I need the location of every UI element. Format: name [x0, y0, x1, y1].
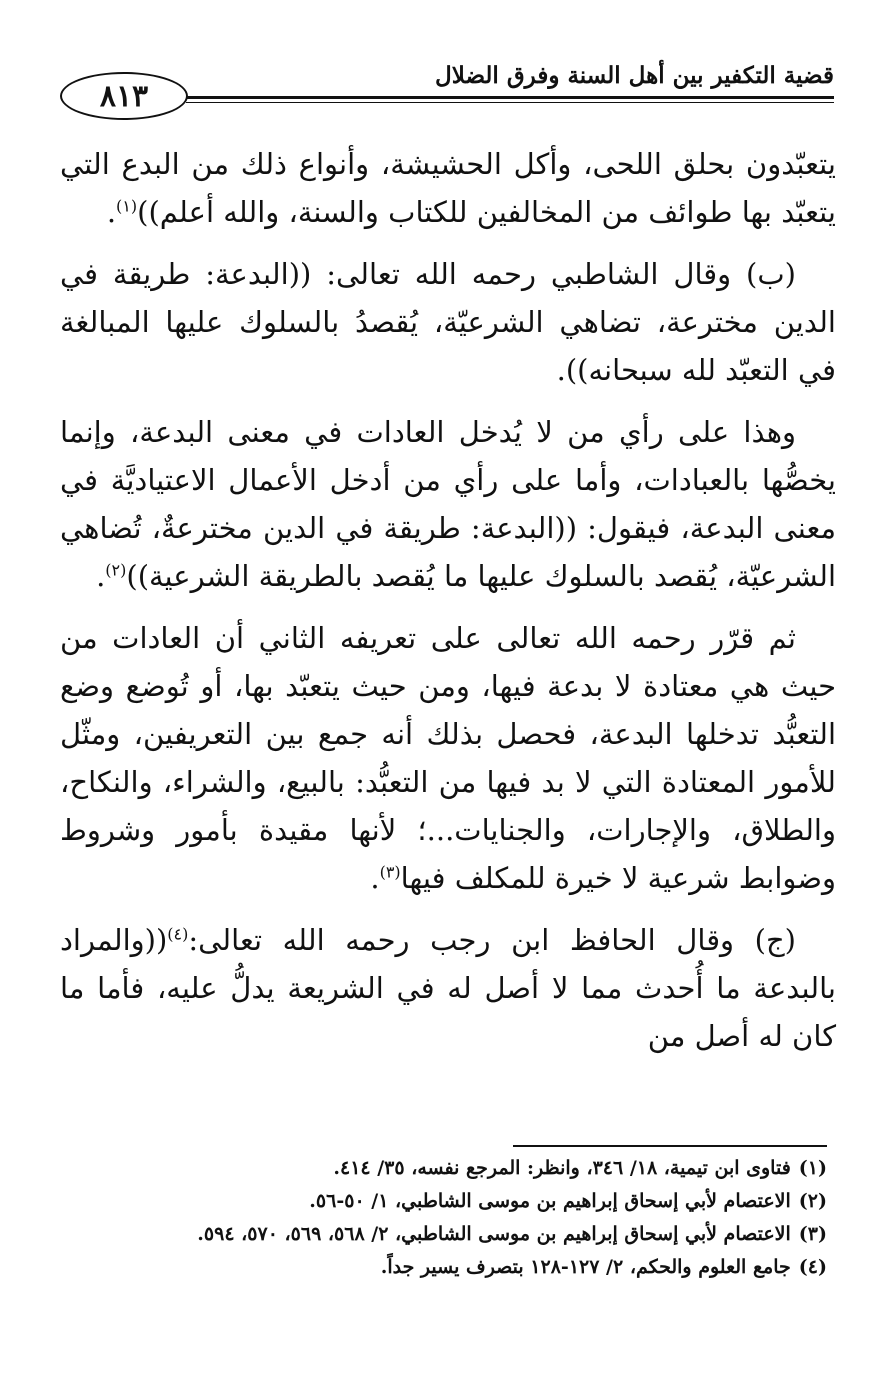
footnote-text: الاعتصام لأبي إسحاق إبراهيم بن موسى الشاطبي، ٢/ ٥٦٨، ٥٦٩، ٥٧٠، ٥٩٤. [197, 1223, 791, 1245]
paragraph-1 [60, 140, 836, 236]
footnote-text: جامع العلوم والحكم، ٢/ ١٢٧-١٢٨ بتصرف يسير جداً. [380, 1256, 791, 1278]
header-rule-thin [186, 102, 834, 103]
footnote-text: الاعتصام لأبي إسحاق إبراهيم بن موسى الشاطبي، ١/ ٥٠-٥٦. [309, 1190, 791, 1212]
main-text [60, 140, 836, 1074]
paragraph-4-text: ثم قرّر رحمه الله تعالى على تعريفه الثاني أن العادات من حيث هي معتادة لا بدعة فيها، ومن حيث يتعبّد بها، أو تُوضع وضع التعبُّد تدخلها البدعة، فحصل بذلك أنه جمع بين التعريفين، ومثّل للأمور المعتادة التي لا بد فيها من التعبُّد: بالبيع، والشراء، والنكاح، والطلاق، والإجارات، والجنايات...؛ لأنها مقيدة بأمور وشروط وضوابط شرعية لا خيرة للمكلف فيها [60, 621, 836, 895]
paragraph-5 [60, 916, 836, 1060]
footnotes [51, 1152, 827, 1284]
header-rule [186, 96, 834, 99]
footnote-ref-3: (٣) [379, 862, 401, 882]
footnote-item [51, 1218, 827, 1251]
running-title: قضية التكفير بين أهل السنة وفرق الضلال [435, 62, 834, 89]
paragraph-4 [60, 614, 836, 902]
paragraph-3 [60, 408, 836, 600]
footnote-separator [513, 1145, 827, 1147]
footnote-number: (٣) [798, 1223, 827, 1245]
footnote-number: (٢) [798, 1190, 827, 1212]
footnote-text: فتاوى ابن تيمية، ١٨/ ٣٤٦، وانظر: المرجع نفسه، ٣٥/ ٤١٤. [333, 1157, 791, 1179]
footnote-ref-2: (٢) [105, 560, 127, 580]
paragraph-3-end: . [96, 559, 106, 593]
page-number: ٨١٣ [99, 78, 149, 114]
footnote-item [51, 1152, 827, 1185]
paragraph-5-end: ((والمراد بالبدعة ما أُحدث مما لا أصل له في الشريعة يدلُّ عليه، فأما ما كان له أصل من [60, 923, 836, 1053]
paragraph-4-end: . [370, 861, 380, 895]
paragraph-3-text: وهذا على رأي من لا يُدخل العادات في معنى البدعة، وإنما يخصُّها بالعبادات، وأما على رأي من أدخل الأعمال الاعتياديَّة في معنى البدعة، فيقول: ((البدعة: طريقة في الدين مخترعةٌ، تُضاهي الشرعيّة، يُقصد بالسلوك عليها ما يُقصد بالطريقة الشرعية)) [60, 415, 836, 593]
footnote-number: (٤) [798, 1256, 827, 1278]
page-number-badge [60, 72, 188, 120]
footnote-number: (١) [798, 1157, 827, 1179]
paragraph-2 [60, 250, 836, 394]
footnote-ref-1: (١) [116, 196, 138, 216]
footnote-ref-4: (٤) [167, 924, 189, 944]
paragraph-1-end: . [106, 195, 117, 229]
page-header [58, 62, 834, 128]
paragraph-2-text: (ب) وقال الشاطبي رحمه الله تعالى: ((البدعة: طريقة في الدين مخترعة، تضاهي الشرعيّة، يُقصدُ بالسلوك عليها المبالغة في التعبّد لله سبحانه)). [60, 257, 836, 387]
paragraph-5-text: (ج) وقال الحافظ ابن رجب رحمه الله تعالى: [188, 923, 796, 957]
footnote-item [51, 1185, 827, 1218]
footnote-item [51, 1251, 827, 1284]
paragraph-1-text: يتعبّدون بحلق اللحى، وأكل الحشيشة، وأنواع ذلك من البدع التي يتعبّد بها طوائف من المخالفين للكتاب والسنة، والله أعلم)) [60, 147, 836, 229]
